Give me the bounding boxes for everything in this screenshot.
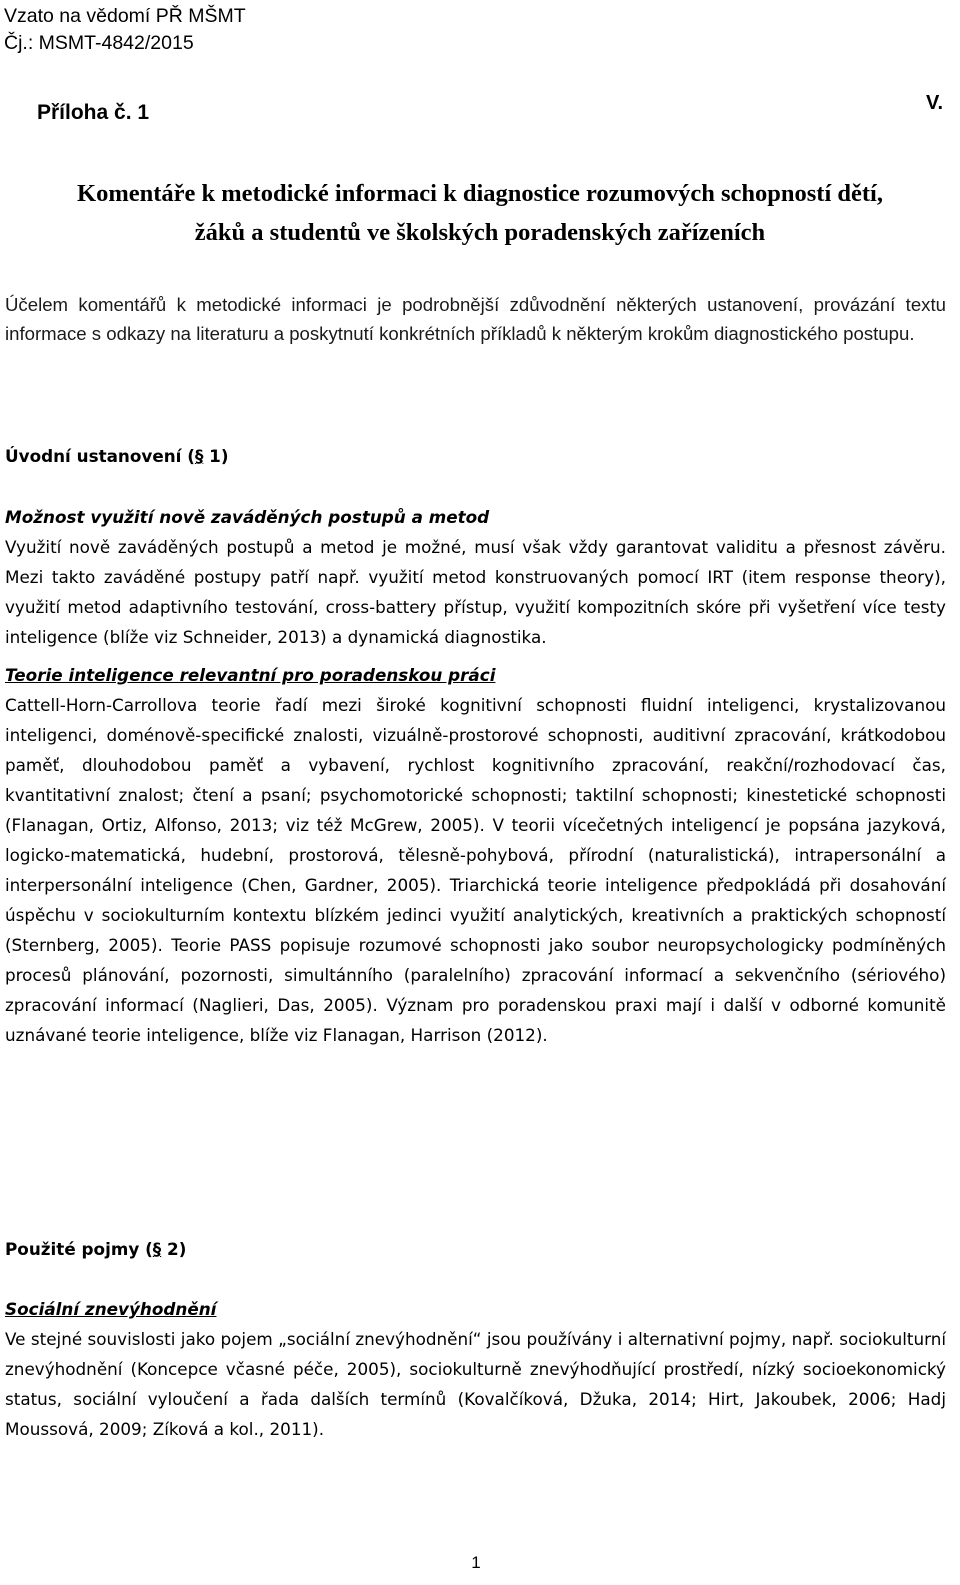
heading-text: Použité pojmy (: [5, 1239, 153, 1259]
roman-numeral: V.: [926, 92, 944, 114]
approval-stamp: [4, 3, 246, 57]
document-title: [0, 174, 960, 252]
subsection-title: Teorie inteligence relevantní pro poradenskou práci: [5, 665, 496, 685]
heading-text: Úvodní ustanovení (: [5, 446, 195, 466]
section-symbol: §: [194, 446, 204, 466]
title-line-2: žáků a studentů ve školských poradenských zařízeních: [194, 219, 766, 246]
section-heading: [5, 441, 946, 471]
page-number: 1: [471, 1553, 481, 1572]
subsection-title: Možnost využití nově zaváděných postupů a metod: [5, 507, 490, 527]
heading-number: 2): [161, 1239, 187, 1259]
stamp-line-2: Čj.: MSMT-4842/2015: [4, 32, 194, 54]
subsection-paragraph: Ve stejné souvislosti jako pojem „sociální znevýhodnění“ jsou používány i alternativní pojmy, např. sociokulturní znevýhodnění (Koncepce včasné péče, 2005), sociokulturně znevýhodňující prostředí, nízký socioekonomický status, sociální vyloučení a řada dalších termínů (Kovalčíková, Džuka, 2014; Hirt, Jakoubek, 2006; Hadj Moussová, 2009; Zíková a kol., 2011).: [5, 1329, 946, 1439]
section-symbol: §: [152, 1239, 162, 1259]
subsection-paragraph: Využití nově zaváděných postupů a metod je možné, musí však vždy garantovat validitu a přesnost závěru. Mezi takto zaváděné postupy patří např. využití metod konstruovaných pomocí IRT (item response theory), využití metod adaptivního testování, cross-battery přístup, využití kompozitních skóre při vyšetření více testy inteligence (blíže viz Schneider, 2013) a dynamická diagnostika.: [5, 537, 946, 647]
stamp-line-1: Vzato na vědomí PŘ MŠMT: [4, 5, 246, 27]
heading-number: 1): [203, 446, 229, 466]
annex-label: Příloha č. 1: [37, 101, 150, 124]
intro-paragraph: Účelem komentářů k metodické informaci je podrobnější zdůvodnění některých ustanovení, provázání textu informace s odkazy na literaturu a poskytnutí konkrétních příkladů k některým krokům diagnostického postupu.: [5, 294, 946, 344]
section-heading: [5, 1234, 946, 1264]
title-line-1: Komentáře k metodické informaci k diagnostice rozumových schopností dětí,: [77, 180, 883, 207]
section-intro-provisions: [5, 441, 946, 1050]
subsection-title: Sociální znevýhodnění: [5, 1299, 217, 1319]
section-used-terms: [5, 1234, 946, 1444]
subsection-paragraph: Cattell-Horn-Carrollova teorie řadí mezi široké kognitivní schopnosti fluidní inteligenci, krystalizovanou inteligenci, doménově-specifické znalosti, vizuálně-prostorové schopnosti, auditivní zpracování, krátkodobou paměť, dlouhodobou paměť a vybavení, rychlost kognitivního zpracování, reakční/rozhodovací čas, kvantitativní znalost; čtení a psaní; psychomotorické schopnosti; taktilní schopnosti; kinestetické schopnosti (Flanagan, Ortiz, Alfonso, 2013; viz též McGrew, 2005). V teorii vícečetných inteligencí je popsána jazyková, logicko-matematická, hudební, prostorová, tělesně-pohybová, přírodní (naturalistická), intrapersonální a interpersonální inteligence (Chen, Gardner, 2005). Triarchická teorie inteligence předpokládá při dosahování úspěchu v sociokulturním kontextu blízkém jedinci využití analytických, kreativních a praktických schopností (Sternberg, 2005). Teorie PASS popisuje rozumové schopnosti jako soubor neuropsychologicky podmíněných procesů plánování, pozornosti, simultánního (paralelního) zpracování informací a sekvenčního (sériového) zpracování informací (Naglieri, Das, 2005). Význam pro poradenskou praxi mají i další v odborné komunitě uznávané teorie inteligence, blíže viz Flanagan, Harrison (2012).: [5, 695, 946, 1045]
